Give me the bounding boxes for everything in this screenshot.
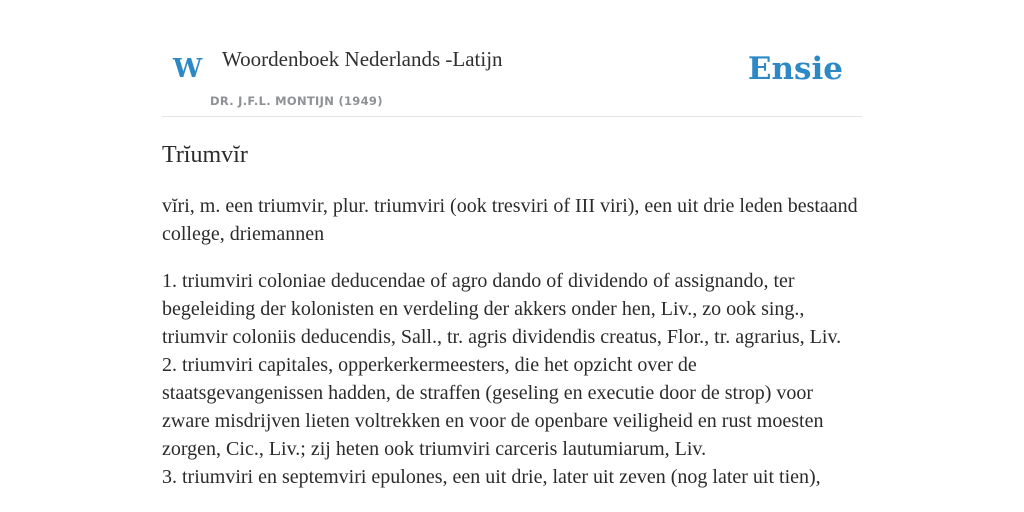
- site-header: [162, 0, 862, 117]
- ensie-logo-link[interactable]: Ensie: [747, 51, 843, 87]
- definition-3: 3. triumviri en septemviri epulones, een uit drie, later uit zeven (nog later uit tien),: [162, 466, 821, 488]
- entry-title: Trĭumvĭr: [162, 142, 248, 168]
- dictionary-title-link[interactable]: Woordenboek Nederlands -Latijn: [222, 47, 503, 71]
- dictionary-logo[interactable]: W: [173, 54, 203, 84]
- definition-1: 1. triumviri coloniae deducendae of agro dando of dividendo of assignando, ter begeleiding der kolonisten en verdeling der akkers onder hen, Liv., zo ook sing., triumvir coloniis deducendis, Sall., tr. agris dividendis creatus, Flor., tr. agrarius, Liv.: [162, 270, 842, 348]
- entry-content: [162, 192, 862, 491]
- entry-intro: vĭri, m. een triumvir, plur. triumviri (ook tresviri of III viri), een uit drie leden bestaand college, driemannen: [162, 195, 858, 245]
- dictionary-author: DR. J.F.L. MONTIJN (1949): [210, 94, 383, 108]
- definition-2: 2. triumviri capitales, opperkerkermeesters, die het opzicht over de staatsgevangenissen hadden, de straffen (geseling en executie door de strop) voor zware misdrijven lieten voltrekken en voor de openbare veiligheid en rust moesten zorgen, Cic., Liv.; zij heten ook triumviri carceris lautumiarum, Liv.: [162, 354, 824, 460]
